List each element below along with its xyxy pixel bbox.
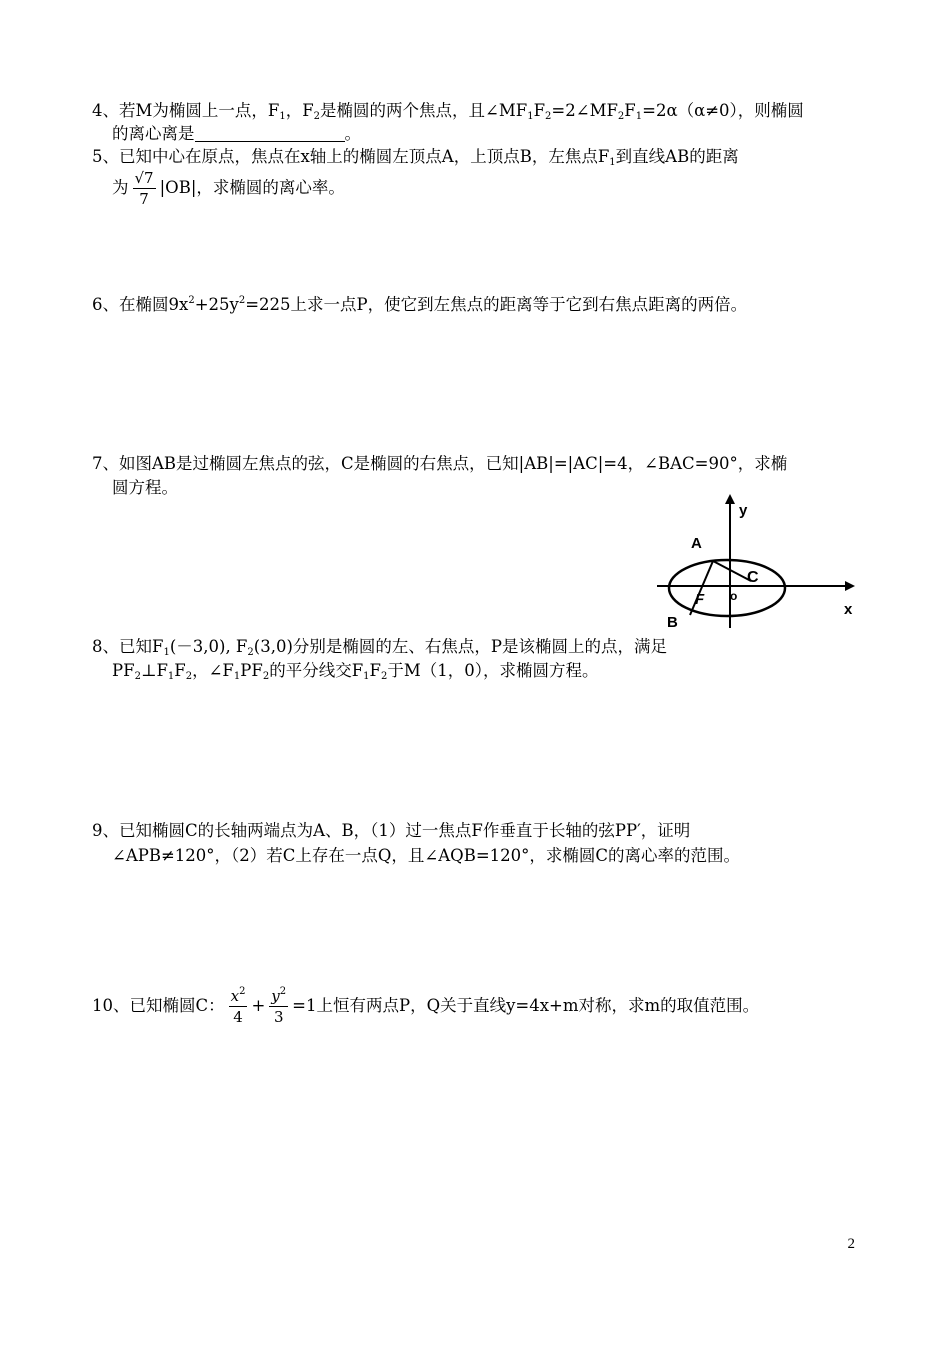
problem-5-line-2: 为 $\frac{√7}{7}$ |OB|，求椭圆的离心率。 — [112, 169, 345, 208]
problem-4-line-1: 4、若M为椭圆上一点，$F_1$，$F_2$是椭圆的两个焦点，且$\angle MF_1F_2=2\angle MF_2F_1=2\alpha(\alpha\ne 0)$，则椭圆 — [92, 101, 804, 122]
problem-6: 6、在椭圆$9x^2+25y^2=225$上求一点P，使它到左焦点的距离等于它到右焦点距离的两倍。 — [92, 295, 748, 314]
answer-blank[interactable] — [195, 125, 345, 142]
fraction-x2-over-4: $\frac{x^2}{4}$ — [230, 986, 246, 1026]
label-o: o — [730, 589, 738, 603]
label-a: A — [691, 535, 702, 552]
fraction-sqrt7-over-7: $\frac{√7}{7}$ — [134, 169, 154, 208]
label-y: y — [739, 502, 748, 519]
label-f: F — [695, 591, 705, 608]
ellipse-figure — [655, 490, 860, 630]
problem-8-line-2: $PF_2\perp F_1F_2$，$\angle F_1PF_2$的平分线交$F_1F_2$于M（1，0），求椭圆方程。 — [112, 661, 599, 682]
problem-5-line-1: 5、已知中心在原点，焦点在x轴上的椭圆左顶点A，上顶点B，左焦点$F_1$到直线AB的距离 — [92, 147, 739, 168]
y-axis-arrow — [725, 494, 735, 504]
problem-9-line-2: ∠APB≠120°，（2）若C上存在一点Q，且∠AQB=120°，求椭圆C的离心率的范围。 — [112, 846, 741, 865]
fraction-y2-over-3: $\frac{y^2}{3}$ — [271, 986, 287, 1026]
problem-8-line-1: 8、已知$F_1(-3,0)$, $F_2(3,0)$分别是椭圆的左、右焦点，P是该椭圆上的点，满足 — [92, 637, 667, 658]
problem-10: 10、已知椭圆C： $\frac{x^2}{4}$ + $\frac{y^2}{3}$ =1上恒有两点P，Q关于直线y=4x+m对称，求m的取值范围。 — [92, 986, 760, 1026]
label-c: C — [747, 569, 759, 586]
x-axis-arrow — [845, 581, 855, 591]
problem-7-line-1: 7、如图AB是过椭圆左焦点的弦，C是椭圆的右焦点，已知|AB|=|AC|=4，∠BAC=90°，求椭 — [92, 454, 788, 473]
problem-4-line-2: 的离心离是 。 — [112, 124, 361, 143]
label-x: x — [844, 601, 853, 618]
problem-9-line-1: 9、已知椭圆C的长轴两端点为A、B，（1）过一焦点F作垂直于长轴的弦PP′，证明 — [92, 821, 691, 840]
label-b: B — [667, 614, 678, 630]
segment-ac — [713, 561, 751, 581]
problem-7-line-2: 圆方程。 — [112, 478, 178, 497]
page-number: 2 — [847, 1236, 855, 1252]
